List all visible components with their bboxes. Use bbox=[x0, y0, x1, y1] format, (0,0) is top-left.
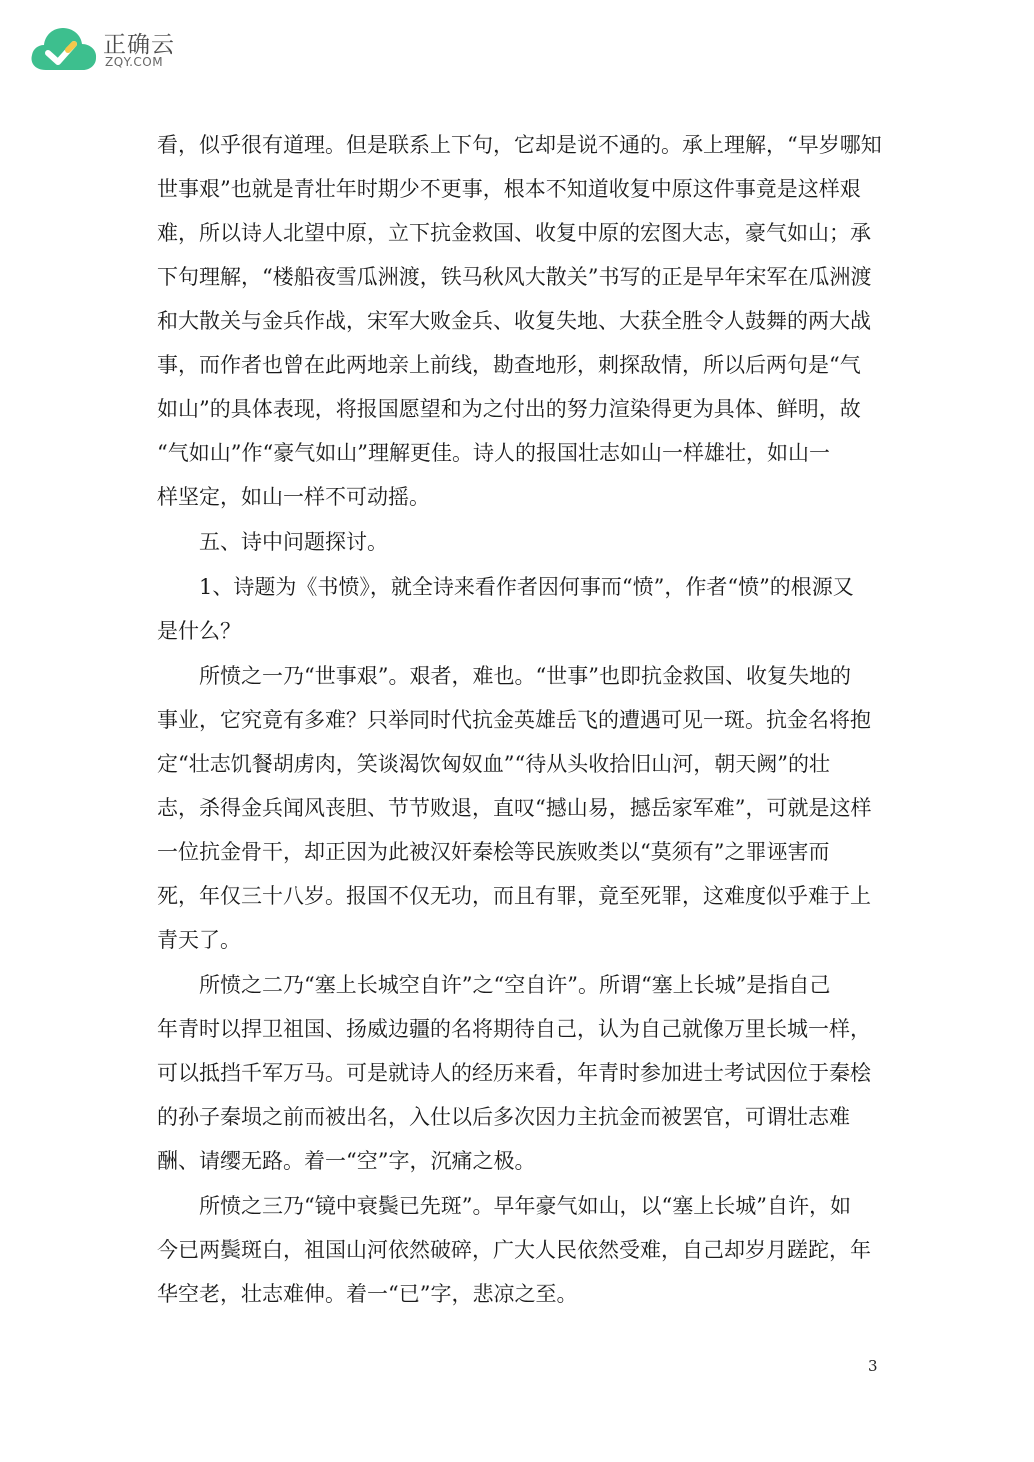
text-line: 今已两鬓斑白，祖国山河依然破碎，广大人民依然受难，自己却岁月蹉跎，年 bbox=[157, 1238, 871, 1262]
text-line: 所愤之二乃“塞上长城空自许”之“空自许”。所谓“塞上长城”是指自己 bbox=[199, 973, 831, 997]
cloud-check-logo-icon bbox=[28, 22, 100, 74]
text-line: 青天了。 bbox=[157, 928, 241, 952]
text-line: 的孙子秦埙之前而被出名，入仕以后多次因力主抗金而被罢官，可谓壮志难 bbox=[157, 1105, 850, 1129]
text-line: 样坚定，如山一样不可动摇。 bbox=[157, 485, 430, 509]
text-line: 是什么？ bbox=[157, 619, 241, 643]
text-line: 下句理解，“楼船夜雪瓜洲渡，铁马秋风大散关”书写的正是早年宋军在瓜洲渡 bbox=[157, 265, 872, 289]
text-line: 一位抗金骨干，却正因为此被汉奸秦桧等民族败类以“莫须有”之罪诬害而 bbox=[157, 840, 830, 864]
text-line: 酬、请缨无路。着一“空”字，沉痛之极。 bbox=[157, 1149, 536, 1173]
text-line: 死，年仅三十八岁。报国不仅无功，而且有罪，竟至死罪，这难度似乎难于上 bbox=[157, 884, 871, 908]
text-line: 定“壮志饥餐胡虏肉，笑谈渴饮匈奴血”“待从头收拾旧山河，朝天阙”的壮 bbox=[157, 752, 830, 776]
text-line: 可以抵挡千军万马。可是就诗人的经历来看，年青时参加进士考试因位于秦桧 bbox=[157, 1061, 871, 1085]
page-number: 3 bbox=[868, 1357, 878, 1375]
text-line: 华空老，壮志难伸。着一“已”字，悲凉之至。 bbox=[157, 1282, 578, 1306]
text-line: 和大散关与金兵作战，宋军大败金兵、收复失地、大获全胜令人鼓舞的两大战 bbox=[157, 309, 871, 333]
text-line: 年青时以捍卫祖国、扬威边疆的名将期待自己，认为自己就像万里长城一样， bbox=[157, 1017, 871, 1041]
text-line: 志，杀得金兵闻风丧胆、节节败退，直叹“撼山易，撼岳家军难”，可就是这样 bbox=[157, 796, 872, 820]
brand-logo bbox=[28, 22, 178, 74]
text-line: 难，所以诗人北望中原，立下抗金救国、收复中原的宏图大志，豪气如山；承 bbox=[157, 221, 871, 245]
brand-name: 正确云 bbox=[103, 32, 175, 58]
text-line: 所愤之三乃“镜中衰鬓已先斑”。早年豪气如山，以“塞上长城”自许，如 bbox=[199, 1194, 851, 1218]
text-line: “气如山”作“豪气如山”理解更佳。诗人的报国壮志如山一样雄壮，如山一 bbox=[157, 441, 830, 465]
text-line: 事业，它究竟有多难？只举同时代抗金英雄岳飞的遭遇可见一斑。抗金名将抱 bbox=[157, 708, 871, 732]
text-line: 1、诗题为《书愤》，就全诗来看作者因何事而“愤”，作者“愤”的根源又 bbox=[199, 575, 854, 599]
text-line: 世事艰”也就是青壮年时期少不更事，根本不知道收复中原这件事竟是这样艰 bbox=[157, 177, 861, 201]
text-line: 事，而作者也曾在此两地亲上前线，勘查地形，刺探敌情，所以后两句是“气 bbox=[157, 353, 861, 377]
text-line: 如山”的具体表现，将报国愿望和为之付出的努力渲染得更为具体、鲜明，故 bbox=[157, 397, 861, 421]
text-line: 所愤之一乃“世事艰”。艰者，难也。“世事”也即抗金救国、收复失地的 bbox=[199, 664, 851, 688]
brand-domain: ZQY.COM bbox=[105, 55, 164, 69]
text-line: 看，似乎很有道理。但是联系上下句，它却是说不通的。承上理解，“早岁哪知 bbox=[157, 133, 882, 157]
section-heading: 五、诗中问题探讨。 bbox=[199, 530, 388, 554]
